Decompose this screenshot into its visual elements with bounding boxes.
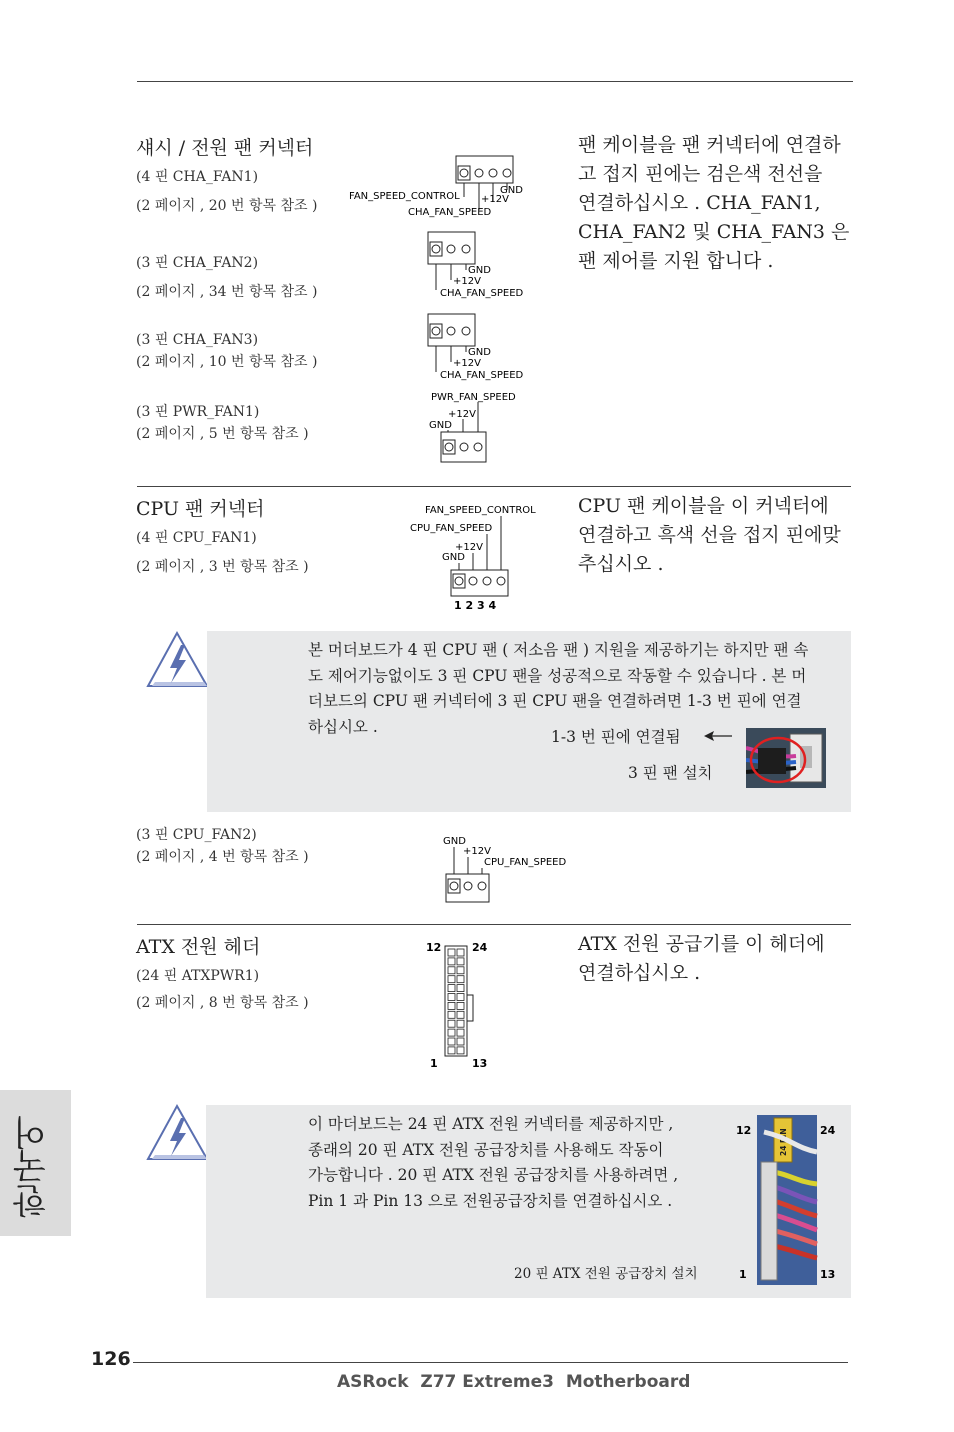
cha-fan3-pin: (3 핀 CHA_FAN3) [136,332,259,348]
pin-label-bottom-right: 13 [472,1057,488,1070]
plus12v-label: +12V [481,194,509,205]
atx-power-note-text [308,1112,738,1214]
cha-fan2-diagram [420,228,540,300]
gnd-label: GND [468,265,491,276]
atx-install-label: 20 핀 ATX 전원 공급장치 설치 [514,1266,698,1282]
atx-pin [457,1002,464,1009]
gnd-label: GND [429,420,452,431]
cha-fan-speed-label: CHA_FAN_SPEED [408,207,492,218]
atx-pin [457,985,464,992]
warning-icon [146,1103,210,1163]
cha-fan3-ref: (2 페이지 , 10 번 항목 참조 ) [136,354,318,370]
atx-24pin-diagram [420,936,500,1072]
atx-pin [448,985,455,992]
atx-pin [448,1038,455,1045]
atx-pin [457,958,464,965]
plus12v-label: +12V [448,409,476,420]
atx-pin [457,1011,464,1018]
three-pin-fan-install-label: 3 핀 팬 설치 [628,764,713,782]
top-rule [137,81,853,82]
atx-install-photo [730,1112,845,1288]
cha-fan1-diagram [340,150,540,222]
cpu-desc-line: CPU 팬 케이블을 이 커넥터에 [578,495,829,517]
pwr-fan1-diagram [420,388,540,464]
cpu-desc-line: 연결하고 흑색 선을 접지 핀에맞 [578,524,841,546]
atx-pin [448,958,455,965]
atx-pin [457,1029,464,1036]
chassis-fan-description [578,131,858,276]
cpu-fan-speed-label: CPU_FAN_SPEED [410,523,493,534]
cpu-fan1-pin: (4 핀 CPU_FAN1) [136,530,257,546]
atx-pin [457,967,464,974]
note-line: 하십시오 . [308,717,378,736]
chassis-desc-line: CHA_FAN2 및 CHA_FAN3 은 [578,221,850,243]
atx-pin [457,1047,464,1054]
warning-shadow [152,1155,207,1159]
pin-label-top-left: 12 [426,941,442,954]
atx-desc-line: ATX 전원 공급기를 이 헤더에 [578,933,825,955]
plus12v-label: +12V [453,358,481,369]
photo-pin-label-bottom-left: 1 [739,1268,747,1281]
atx-header-latch [467,995,473,1021]
atx-power-ref: (2 페이지 , 8 번 항목 참조 ) [136,995,309,1011]
atx-pin [448,1011,455,1018]
cha-fan2-ref: (2 페이지 , 34 번 항목 참조 ) [136,284,318,300]
atx-power-description [578,930,858,988]
photo-pin-label-top-right: 24 [820,1124,836,1137]
cpu-fan-description [578,492,858,579]
atx-pin [448,994,455,1001]
three-pin-fan-photo [746,728,826,788]
chassis-desc-line: 연결하십시오 . CHA_FAN1, [578,192,821,214]
photo-pin-label-top-left: 12 [736,1124,752,1137]
atx-pin [448,949,455,956]
atx-pin [448,976,455,983]
plus12v-label: +12V [453,276,481,287]
warning-shadow [152,682,207,686]
atx-pin [448,967,455,974]
gnd-label: GND [500,185,523,196]
language-side-tab-label: 한국어 [13,1116,53,1218]
chassis-desc-line: 고 접지 핀에는 검은색 전선을 [578,163,823,185]
cpu-fan2-diagram [430,830,580,906]
cpu-fan2-ref: (2 페이지 , 4 번 항목 참조 ) [136,849,309,865]
pwr-fan1-ref: (2 페이지 , 5 번 항목 참조 ) [136,426,309,442]
cpu-fan2-pin: (3 핀 CPU_FAN2) [136,827,257,843]
plus12v-label: +12V [463,846,491,857]
chassis-fan-title: 섀시 / 전원 팬 커넥터 [136,137,314,159]
photo-plug [758,748,786,774]
gnd-label: GND [443,836,466,847]
cha-fan-speed-label: CHA_FAN_SPEED [440,370,524,381]
cpu-fan1-diagram [400,500,550,614]
arrow-left-icon [702,729,734,743]
cpu-desc-line: 추십시오 . [578,553,664,575]
pin-label-bottom-left: 1 [430,1057,438,1070]
cha-fan2-pin: (3 핀 CHA_FAN2) [136,255,259,271]
pwr-fan1-pin: (3 핀 PWR_FAN1) [136,404,260,420]
warning-icon [146,630,210,690]
atx-power-title: ATX 전원 헤더 [136,936,261,958]
fan-speed-control-label: FAN_SPEED_CONTROL [425,505,536,516]
atx-pin [457,994,464,1001]
photo-24pin-text: 24 PIN [779,1128,788,1156]
atx-pin [448,1029,455,1036]
atx-power-pin: (24 핀 ATXPWR1) [136,968,260,984]
atx-pin [448,1002,455,1009]
cha-fan1-ref: (2 페이지 , 20 번 항목 참조 ) [136,198,318,214]
note-line: 본 머더보드가 4 핀 CPU 팬 ( 저소음 팬 ) 지원을 제공하기는 하지만 팬 속 [308,641,809,659]
note-line: 더보드의 CPU 팬 커넥터에 3 핀 CPU 팬을 연결하려면 1-3 번 핀에 연결 [308,692,802,710]
photo-connector [761,1162,777,1280]
section-rule [137,924,851,925]
plus12v-label: +12V [455,542,483,553]
pwr-fan-speed-label: PWR_FAN_SPEED [431,392,516,403]
photo-pin-label-bottom-right: 13 [820,1268,836,1281]
atx-desc-line: 연결하십시오 . [578,962,701,984]
footer-title: ASRock Z77 Extreme3 Motherboard [337,1372,691,1392]
cpu-fan1-ref: (2 페이지 , 3 번 항목 참조 ) [136,559,309,575]
page-number: 126 [91,1348,131,1370]
gnd-label: GND [468,347,491,358]
note-line: 이 마더보드는 24 핀 ATX 전원 커넥터를 제공하지만 , [308,1115,674,1133]
atx-pin [448,1020,455,1027]
note-line: Pin 1 과 Pin 13 으로 전원공급장치를 연결하십시오 . [308,1191,673,1210]
section-rule [137,486,851,487]
chassis-desc-line: 팬 제어를 지원 합니다 . [578,250,774,272]
cpu-fan-title: CPU 팬 커넥터 [136,498,265,520]
pins-1-3-connected-label: 1-3 번 핀에 연결됨 [551,728,681,746]
atx-pin [457,1038,464,1045]
atx-pin [457,1020,464,1027]
cha-fan-speed-label: CHA_FAN_SPEED [440,288,524,299]
cpu-fan-speed-label: CPU_FAN_SPEED [484,857,567,868]
note-line: 종래의 20 핀 ATX 전원 공급장치를 사용해도 작동이 [308,1140,664,1159]
atx-pin [457,949,464,956]
gnd-label: GND [442,552,465,563]
atx-pin [457,976,464,983]
cha-fan3-diagram [420,310,540,382]
fan-speed-control-label: FAN_SPEED_CONTROL [349,191,460,202]
pin-numbers-label: 1 2 3 4 [454,599,497,612]
footer-rule [133,1362,848,1363]
chassis-desc-line: 팬 케이블을 팬 커넥터에 연결하 [578,134,841,156]
note-line: 도 제어기능없이도 3 핀 CPU 팬을 성공적으로 작동할 수 있습니다 . 본 머 [308,666,807,685]
pin-label-top-right: 24 [472,941,488,954]
note-line: 가능합니다 . 20 핀 ATX 전원 공급장치를 사용하려면 , [308,1166,679,1184]
cha-fan1-pin: (4 핀 CHA_FAN1) [136,169,259,185]
atx-pin [448,1047,455,1054]
